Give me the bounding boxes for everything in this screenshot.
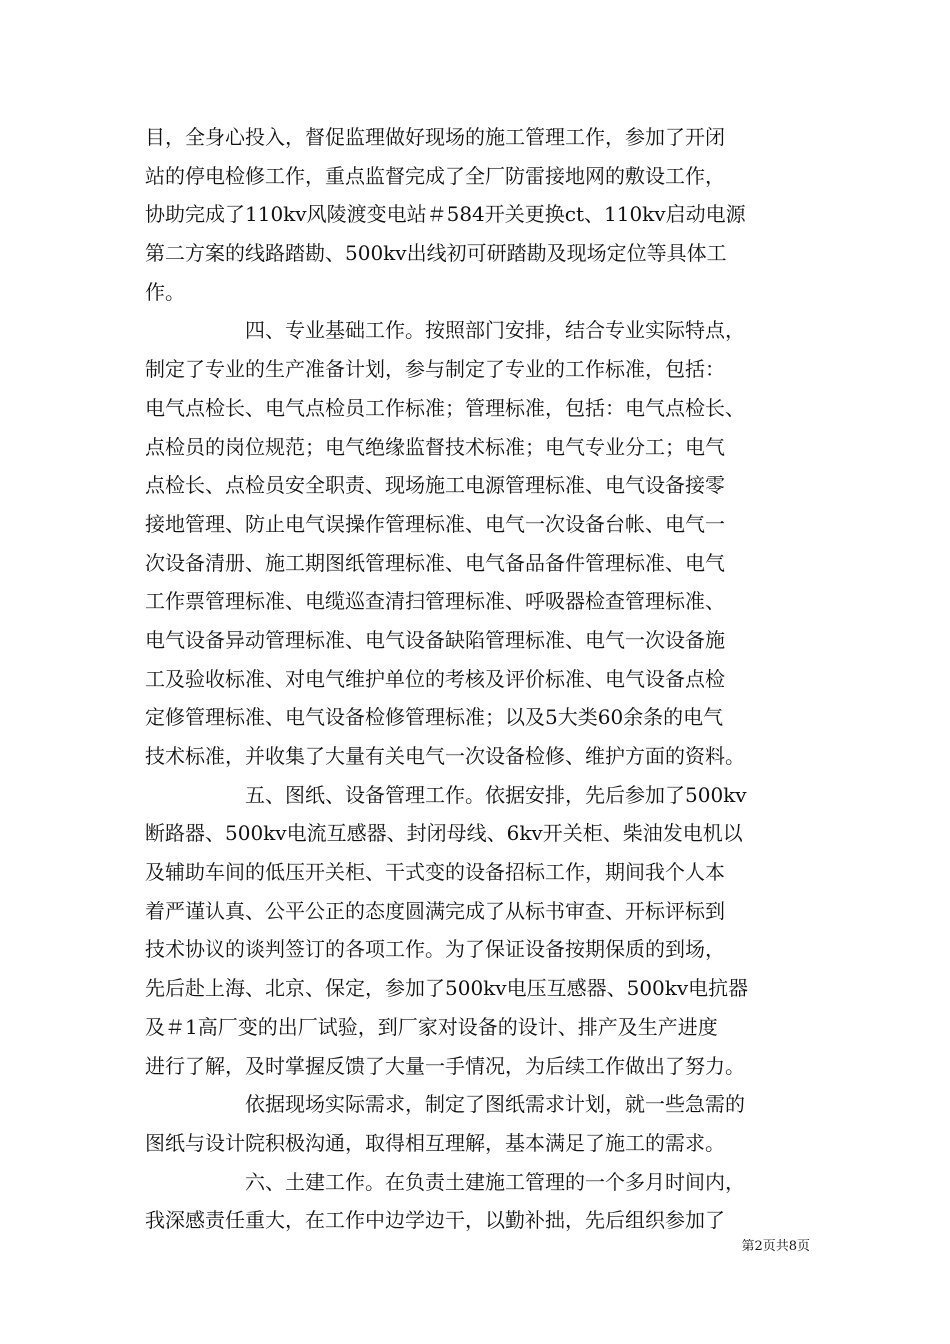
paragraph-start-line: 六、土建工作。在负责土建施工管理的一个多月时间内，: [245, 1169, 745, 1194]
text-line: 工作票管理标准、电缆巡查清扫管理标准、呼吸器检查管理标准、: [145, 589, 725, 614]
text-line: 图纸与设计院积极沟通，取得相互理解，基本满足了施工的需求。: [145, 1130, 725, 1155]
text-line: 技术标准，并收集了大量有关电气一次设备检修、维护方面的资料。: [145, 744, 745, 768]
text-line: 次设备清册、施工期图纸管理标准、电气备品备件管理标准、电气: [145, 550, 725, 575]
text-line: 目，全身心投入，督促监理做好现场的施工管理工作，参加了开闭: [145, 125, 725, 149]
text-line: 接地管理、防止电气误操作管理标准、电气一次设备台帐、电气一: [145, 511, 725, 536]
text-line: 我深感责任重大，在工作中边学边干，以勤补拙，先后组织参加了: [145, 1208, 725, 1233]
paragraph-start-line: 五、图纸、设备管理工作。依据安排，先后参加了500kv: [245, 782, 747, 807]
text-line: 电气设备异动管理标准、电气设备缺陷管理标准、电气一次设备施: [145, 627, 725, 652]
text-line: 电气点检长、电气点检员工作标准；管理标准，包括：电气点检长、: [145, 395, 745, 420]
text-line: 技术协议的谈判签订的各项工作。为了保证设备按期保质的到场，: [145, 937, 725, 962]
text-line: 作。: [145, 279, 185, 304]
text-line: 着严谨认真、公平公正的态度圆满完成了从标书审查、开标评标到: [145, 898, 725, 923]
body-text: [145, 118, 815, 1240]
text-line: 第二方案的线路踏勘、500kv出线初可研踏勘及现场定位等具体工: [145, 241, 727, 266]
text-line: 进行了解，及时掌握反馈了大量一手情况，为后续工作做出了努力。: [145, 1053, 745, 1078]
text-line: 及辅助车间的低压开关柜、干式变的设备招标工作，期间我个人本: [145, 860, 725, 885]
text-line: 断路器、500kv电流互感器、封闭母线、6kv开关柜、柴油发电机以: [145, 821, 743, 846]
page-number: 第2页共8页: [741, 1239, 810, 1254]
paragraph-start-line: 四、专业基础工作。按照部门安排，结合专业实际特点，: [245, 318, 745, 343]
text-line: 制定了专业的生产准备计划，参与制定了专业的工作标准，包括：: [145, 357, 725, 382]
text-line: 站的停电检修工作，重点监督完成了全厂防雷接地网的敷设工作，: [145, 163, 725, 188]
text-line: 协助完成了110kv风陵渡变电站＃584开关更换ct、110kv启动电源: [145, 202, 746, 227]
paragraph-start-line: 依据现场实际需求，制定了图纸需求计划，就一些急需的: [245, 1092, 745, 1117]
text-line: 及＃1高厂变的出厂试验，到厂家对设备的设计、排产及生产进度: [145, 1014, 718, 1039]
text-line: 工及验收标准、对电气维护单位的考核及评价标准、电气设备点检: [145, 666, 725, 691]
text-line: 点检员的岗位规范；电气绝缘监督技术标准；电气专业分工；电气: [145, 434, 725, 459]
text-line: 定修管理标准、电气设备检修管理标准；以及5大类60余条的电气: [145, 705, 724, 730]
text-line: 点检长、点检员安全职责、现场施工电源管理标准、电气设备接零: [145, 473, 725, 498]
text-line: 先后赴上海、北京、保定，参加了500kv电压互感器、500kv电抗器: [145, 976, 749, 1001]
